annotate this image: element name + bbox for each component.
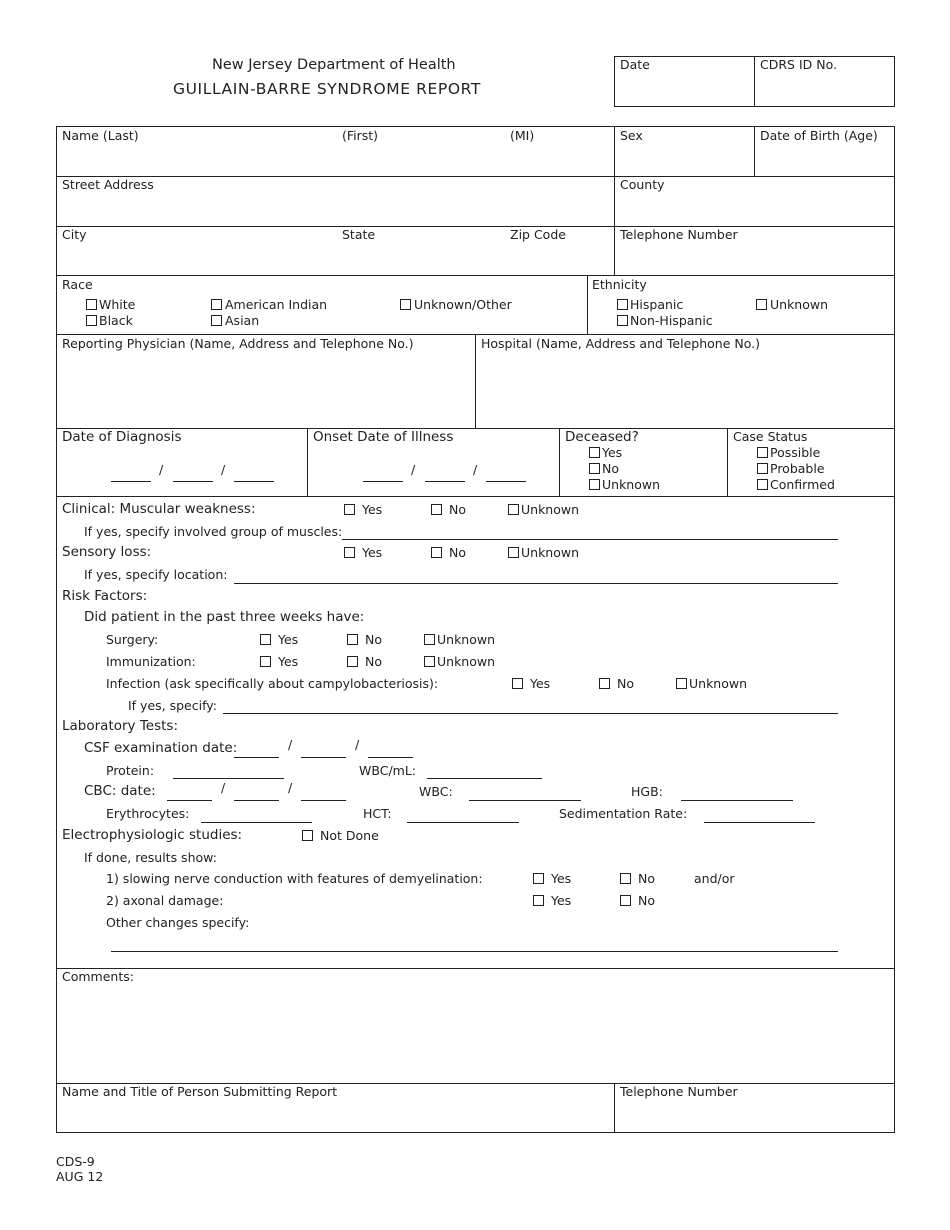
reporting-physician-label: Reporting Physician (Name, Address and Telephone No.) [62, 336, 414, 351]
csf-date-year[interactable] [368, 757, 413, 758]
muscles-specify-label: If yes, specify involved group of muscles: [84, 524, 343, 539]
electro-results-label: If done, results show: [84, 850, 217, 865]
case-confirmed-checkbox[interactable] [757, 479, 768, 490]
onset-date-label: Onset Date of Illness [313, 429, 454, 445]
hospital-label: Hospital (Name, Address and Telephone No.) [481, 336, 761, 351]
cbc-date-day[interactable] [234, 800, 279, 801]
slowing-yes-checkbox[interactable] [533, 873, 544, 884]
infection-unknown-checkbox[interactable] [676, 678, 687, 689]
race-label: Race [62, 277, 93, 292]
case-possible-checkbox[interactable] [757, 447, 768, 458]
submitter-name-label: Name and Title of Person Submitting Report [62, 1084, 338, 1099]
surgery-no-checkbox[interactable] [347, 634, 358, 645]
deceased-unknown-checkbox[interactable] [589, 479, 600, 490]
other-changes-label: Other changes specify: [106, 915, 250, 930]
infection-yes-checkbox[interactable] [512, 678, 523, 689]
name-first-label: (First) [342, 128, 379, 143]
race-unknown-other-label: Unknown/Other [414, 297, 512, 312]
muscles-specify-line[interactable] [342, 539, 838, 540]
race-white-checkbox[interactable] [86, 299, 97, 310]
agency-name: New Jersey Department of Health [212, 57, 456, 73]
deceased-no-checkbox[interactable] [589, 463, 600, 474]
slowing-no-checkbox[interactable] [620, 873, 631, 884]
infection-no-checkbox[interactable] [599, 678, 610, 689]
race-black-label: Black [99, 313, 133, 328]
race-asian-checkbox[interactable] [211, 315, 222, 326]
infection-specify-line[interactable] [223, 713, 838, 714]
muscular-yes-checkbox[interactable] [344, 504, 355, 515]
form-body [56, 126, 895, 1133]
date-of-diagnosis-label: Date of Diagnosis [62, 429, 182, 445]
and-or-label: and/or [694, 871, 735, 886]
cbc-date-year[interactable] [301, 800, 346, 801]
electro-not-done-checkbox[interactable] [302, 830, 313, 841]
axonal-no-checkbox[interactable] [620, 895, 631, 906]
electro-label: Electrophysiologic studies: [62, 827, 243, 843]
location-specify-label: If yes, specify location: [84, 567, 228, 582]
wbc-label: WBC: [419, 784, 453, 799]
surgery-yes-checkbox[interactable] [260, 634, 271, 645]
surgery-label: Surgery: [106, 632, 159, 647]
location-specify-line[interactable] [234, 583, 838, 584]
case-status-label: Case Status [733, 429, 808, 444]
immunization-yes-checkbox[interactable] [260, 656, 271, 667]
infection-specify-label: If yes, specify: [128, 698, 217, 713]
sensory-unknown-checkbox[interactable] [508, 547, 519, 558]
immunization-label: Immunization: [106, 654, 196, 669]
hgb-line[interactable] [681, 800, 793, 801]
hct-line[interactable] [407, 822, 519, 823]
race-black-checkbox[interactable] [86, 315, 97, 326]
telephone-label: Telephone Number [620, 227, 738, 242]
csf-date-label: CSF examination date: [84, 740, 238, 756]
surgery-unknown-checkbox[interactable] [424, 634, 435, 645]
ethnicity-hispanic-checkbox[interactable] [617, 299, 628, 310]
slowing-conduction-label: 1) slowing nerve conduction with features of demyelination: [106, 871, 483, 886]
deceased-label: Deceased? [565, 429, 639, 445]
wbc-line[interactable] [469, 800, 581, 801]
other-changes-line[interactable] [111, 951, 838, 952]
wbc-ml-label: WBC/mL: [359, 763, 417, 778]
axonal-yes-checkbox[interactable] [533, 895, 544, 906]
race-unknown-other-checkbox[interactable] [400, 299, 411, 310]
form-title: GUILLAIN-BARRE SYNDROME REPORT [173, 80, 481, 98]
sensory-yes-checkbox[interactable] [344, 547, 355, 558]
sex-label: Sex [620, 128, 643, 143]
hct-label: HCT: [363, 806, 392, 821]
ethnicity-unknown-checkbox[interactable] [756, 299, 767, 310]
protein-label: Protein: [106, 763, 155, 778]
ethnicity-hispanic-label: Hispanic [630, 297, 684, 312]
form-date: AUG 12 [56, 1169, 104, 1184]
name-last-label: Name (Last) [62, 128, 139, 143]
form-number: CDS-9 [56, 1154, 95, 1169]
csf-date-day[interactable] [301, 757, 346, 758]
race-american-indian-checkbox[interactable] [211, 299, 222, 310]
erythrocytes-line[interactable] [201, 822, 312, 823]
csf-date-month[interactable] [234, 757, 279, 758]
protein-line[interactable] [173, 778, 284, 779]
electro-not-done-label: Not Done [320, 828, 379, 843]
cdrs-id-label: CDRS ID No. [760, 57, 837, 72]
zip-label: Zip Code [510, 227, 566, 242]
cbc-date-month[interactable] [167, 800, 212, 801]
city-label: City [62, 227, 87, 242]
sensory-loss-label: Sensory loss: [62, 544, 152, 560]
dob-label: Date of Birth (Age) [760, 128, 878, 143]
hgb-label: HGB: [631, 784, 663, 799]
axonal-damage-label: 2) axonal damage: [106, 893, 224, 908]
race-american-indian-label: American Indian [225, 297, 328, 312]
ethnicity-non-hispanic-checkbox[interactable] [617, 315, 628, 326]
case-probable-checkbox[interactable] [757, 463, 768, 474]
ethnicity-non-hispanic-label: Non-Hispanic [630, 313, 713, 328]
immunization-no-checkbox[interactable] [347, 656, 358, 667]
erythrocytes-label: Erythrocytes: [106, 806, 190, 821]
infection-label: Infection (ask specifically about campylobacteriosis): [106, 676, 439, 691]
sensory-no-checkbox[interactable] [431, 547, 442, 558]
muscular-no-checkbox[interactable] [431, 504, 442, 515]
submitter-phone-label: Telephone Number [620, 1084, 738, 1099]
immunization-unknown-checkbox[interactable] [424, 656, 435, 667]
risk-factors-label: Risk Factors: [62, 588, 148, 604]
lab-tests-label: Laboratory Tests: [62, 718, 178, 734]
race-white-label: White [99, 297, 136, 312]
wbc-ml-line[interactable] [427, 778, 542, 779]
ethnicity-label: Ethnicity [592, 277, 647, 292]
county-label: County [620, 177, 665, 192]
street-label: Street Address [62, 177, 154, 192]
cbc-date-label: CBC: date: [84, 783, 156, 799]
state-label: State [342, 227, 376, 242]
deceased-yes-checkbox[interactable] [589, 447, 600, 458]
muscular-weakness-label: Clinical: Muscular weakness: [62, 501, 256, 517]
sed-rate-line[interactable] [704, 822, 815, 823]
comments-label: Comments: [62, 969, 134, 984]
sed-rate-label: Sedimentation Rate: [559, 806, 688, 821]
race-asian-label: Asian [225, 313, 260, 328]
date-label: Date [620, 57, 650, 72]
muscular-unknown-checkbox[interactable] [508, 504, 519, 515]
risk-question: Did patient in the past three weeks have: [84, 609, 365, 625]
ethnicity-unknown-label: Unknown [770, 297, 829, 312]
name-mi-label: (MI) [510, 128, 535, 143]
